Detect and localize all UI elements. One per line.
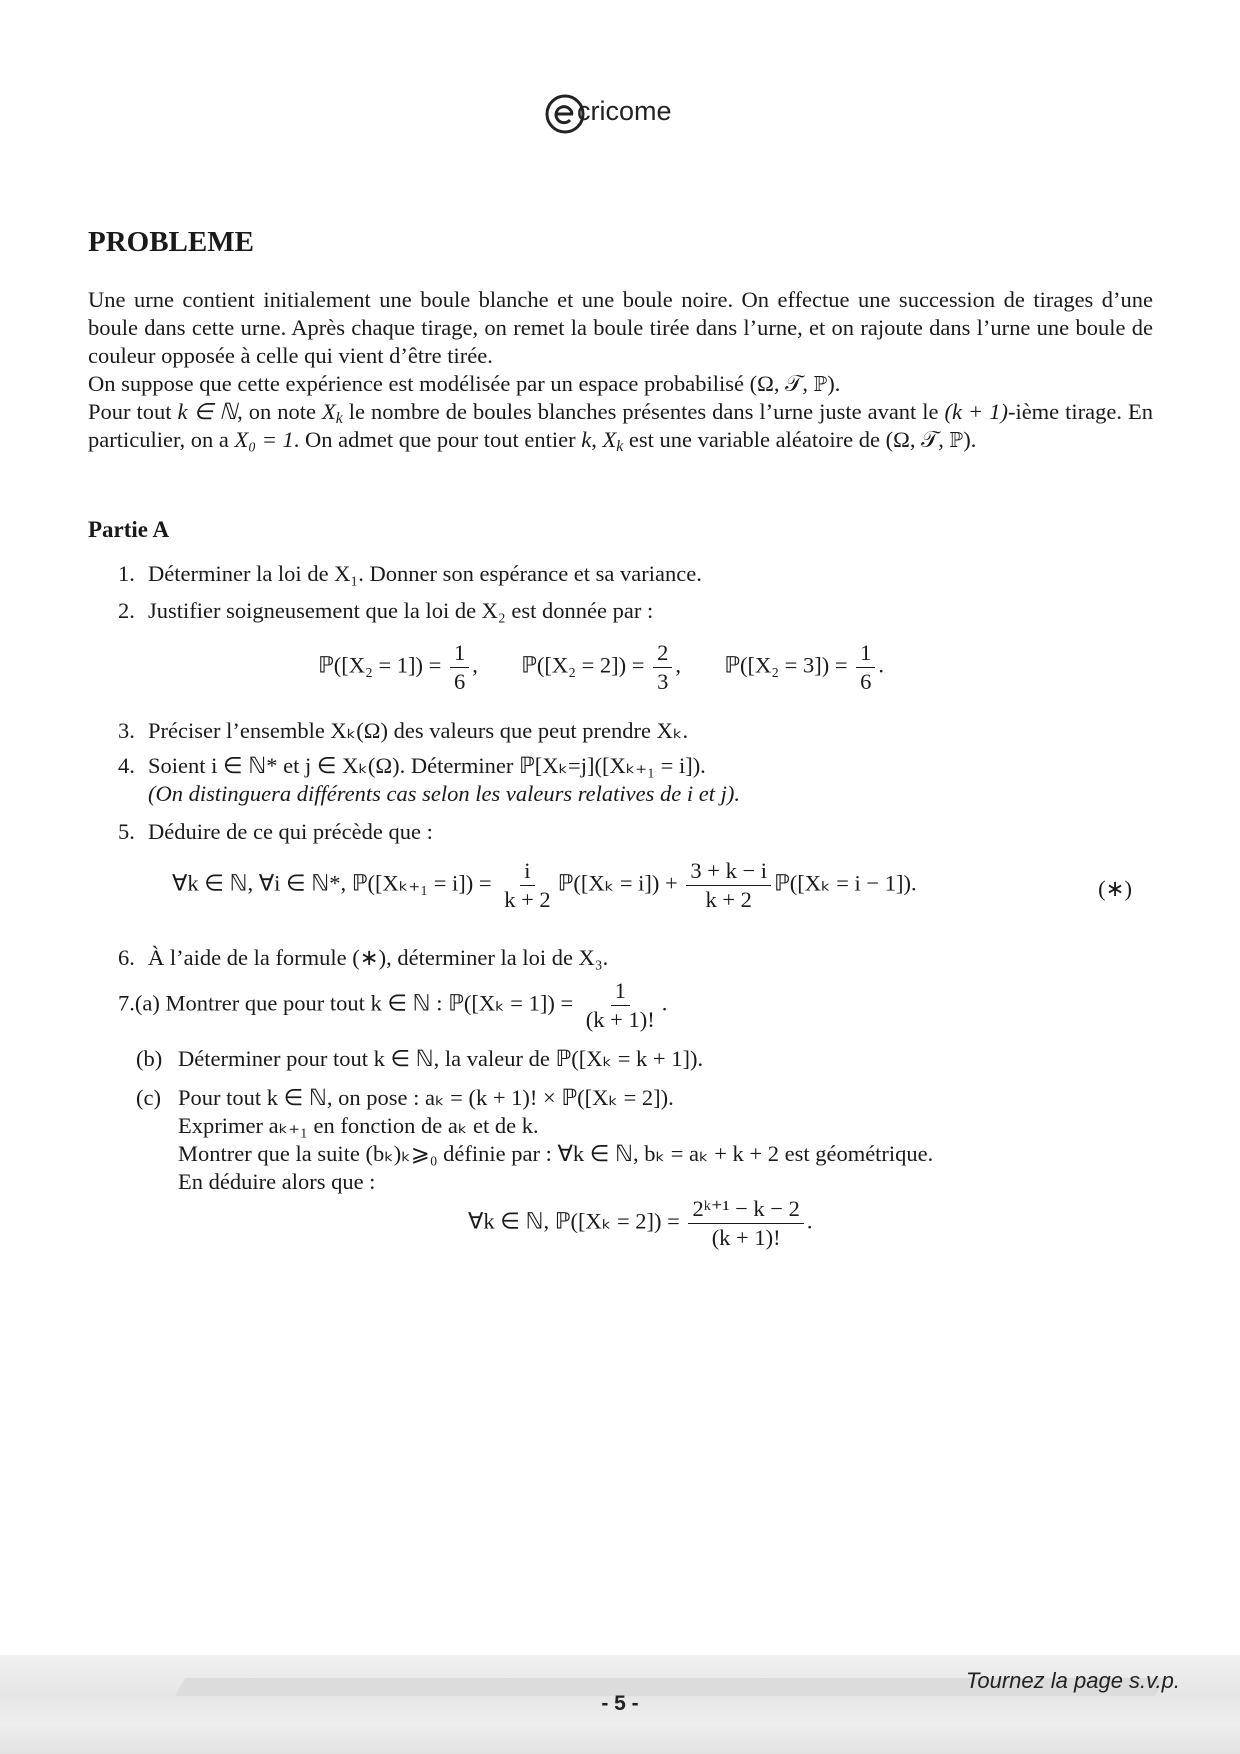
logo-text: cricome [577,96,672,126]
equation-law-xk-2: ∀k ∈ ℕ, ℙ([Xₖ = 2]) = $\frac{\text{2ᵏ⁺¹ − k − 2}}{(k + 1)!}$ . [468,1196,813,1250]
section-title-partie-a: Partie A [88,517,170,542]
question-7b: (b) Déterminer pour tout k ∈ ℕ, la valeur de ℙ([Xₖ = k + 1]). [136,1046,704,1071]
question-3: 3. Préciser l’ensemble Xₖ(Ω) des valeurs que peut prendre Xₖ. [118,718,689,743]
question-5: 5. Déduire de ce qui précède que : [118,819,433,844]
intro-paragraph-2: On suppose que cette expérience est modélisée par un espace probabilisé (Ω, 𝒯, ℙ). [88,371,841,396]
question-7a: 7.(a) Montrer que pour tout k ∈ ℕ : ℙ([Xₖ = 1]) = $\frac{1}{(k + 1)!}$ . [118,978,668,1032]
question-4-hint: (On distinguera différents cas selon les valeurs relatives de i et j). [148,781,740,806]
intro-text [88,286,1153,454]
intro-paragraph-1: Une urne contient initialement une boule blanche et une boule noire. On effectue une succession de tirages d’une boule dans cette urne. Après chaque tirage, on remet la boule tirée dans l’urne, et on rajoute dans l’urne une boule de couleur opposée à celle qui vient d’être tirée. [88,287,1153,368]
question-2: 2. Justifier soigneusement que la loi de X₂ est donnée par : [118,598,654,623]
question-7c: (c) Pour tout k ∈ ℕ, on pose : aₖ = (k + 1)! × ℙ([Xₖ = 2]). Exprimer aₖ₊₁ en fonction de aₖ et de k. Montrer que la suite (bₖ)ₖ⩾₀ définie par : ∀k ∈ ℕ, bₖ = aₖ + k + 2 est géométrique. En déduire alors que : [136,1085,934,1194]
question-6: 6. À l’aide de la formule (∗), déterminer la loi de X₃. [118,945,609,970]
question-1: 1. Déterminer la loi de X₁. Donner son espérance et sa variance. [118,561,702,586]
ecricome-logo [545,88,695,142]
intro-paragraph-3: Pour tout k ∈ ℕ, on note $X_k$ le nombre de boules blanches présentes dans l’urne juste avant le (k + 1)-ième tirage. En particulier, on a X₀ = 1. On admet que pour tout entier k, $X_k$ est une variable aléatoire de (Ω, 𝒯, ℙ). [88,399,1154,455]
footer-next-page: Tournez la page s.v.p. [965,1668,1180,1693]
equation-law-x2: ℙ([X₂ = 1]) = $\frac{1}{6}$ , ℙ([X₂ = 2]) = $\frac{2}{3}$ , ℙ([X₂ = 3]) = $\frac{1}{6}$ . [318,640,885,694]
page-number: - 5 - [601,1692,639,1715]
page-title: PROBLEME [88,226,254,258]
question-4: 4. Soient i ∈ ℕ* et j ∈ Xₖ(Ω). Déterminer ℙ[Xₖ=j]([Xₖ₊₁ = i]). (On distinguera différents cas selon les valeurs relatives de i et j). [118,753,740,806]
equation-recurrence: ∀k ∈ ℕ, ∀i ∈ ℕ*, ℙ([Xₖ₊₁ = i]) = $\frac{i}{k + 2}$ ℙ([Xₖ = i]) + $\frac{3 + k - i}{k + 2}$ ℙ([Xₖ = i − 1]). (∗) [172,858,1132,912]
equation-tag: (∗) [1098,876,1132,901]
